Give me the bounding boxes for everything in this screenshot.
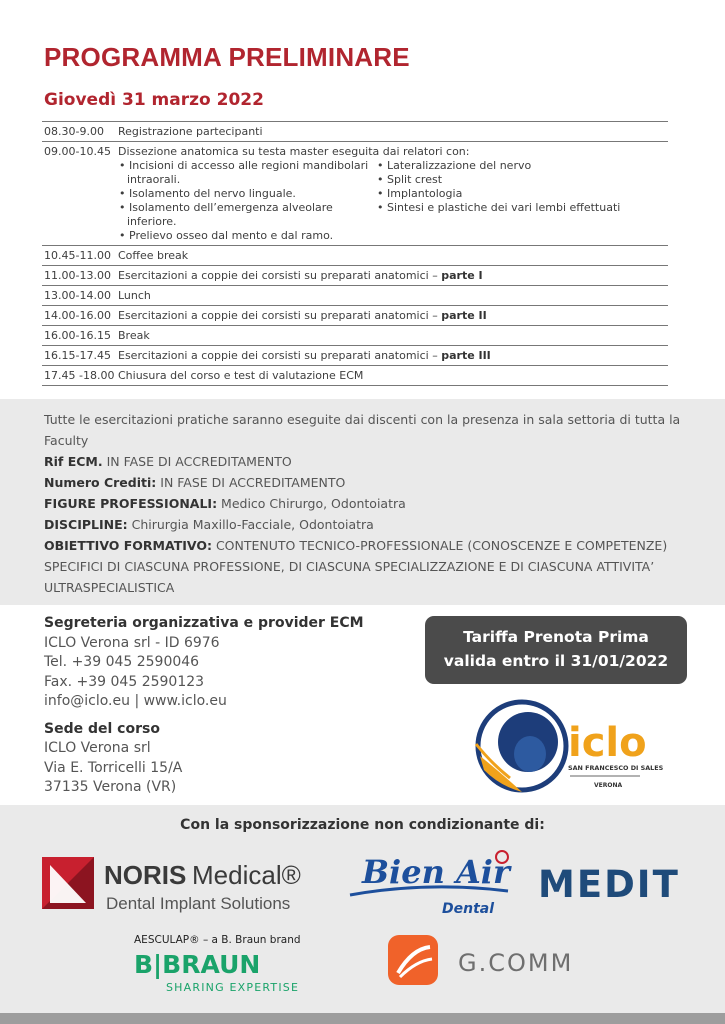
gcomm-logo [386, 933, 626, 989]
discipline: DISCIPLINE: Chirurgia Maxillo-Facciale, Odontoiatra [44, 517, 374, 532]
schedule-row [42, 142, 668, 246]
venue-name: ICLO Verona srl [44, 740, 151, 756]
schedule-row [42, 122, 668, 142]
schedule-row [42, 326, 668, 346]
row-activity: Esercitazioni a coppie dei corsisti su preparati anatomici – parte III [118, 349, 491, 362]
phone-line: Tel. +39 045 2590046 [44, 654, 200, 670]
row-time: 10.45-11.00 [44, 249, 111, 262]
noris-medical-logo [42, 851, 332, 915]
list-item: • Prelievo osseo dal mento e dal ramo. [119, 229, 334, 242]
iclo-logo [470, 694, 664, 804]
part-label: parte II [441, 309, 487, 322]
secretariat-heading: Segreteria organizzativa e provider ECM [44, 615, 364, 631]
row-activity: Chiusura del corso e test di valutazione ECM [118, 369, 364, 382]
venue-street: Via E. Torricelli 15/A [44, 759, 183, 776]
schedule-row [42, 266, 668, 286]
bbraun-brand: B|BRAUN [134, 950, 261, 979]
row-time: 13.00-14.00 [44, 289, 111, 302]
fax-line: Fax. +39 045 2590123 [44, 673, 205, 690]
row-time: 16.15-17.45 [44, 349, 111, 362]
list-item: • Incisioni di accesso alle regioni mandibolari intraorali. [119, 159, 369, 186]
sponsor-section [0, 805, 725, 1013]
event-date: Giovedì 31 marzo 2022 [44, 90, 264, 110]
row-time: 16.00-16.15 [44, 329, 111, 342]
bottom-bar [0, 1013, 725, 1024]
row-activity: Esercitazioni a coppie dei corsisti su preparati anatomici – parte I [118, 269, 483, 282]
venue-heading: Sede del corso [44, 720, 160, 737]
noris-tagline: Dental Implant Solutions [106, 894, 291, 913]
list-item: • Isolamento dell’emergenza alveolare inferiore. [119, 201, 333, 228]
schedule-row [42, 306, 668, 326]
venue-city: 37135 Verona (VR) [44, 779, 177, 795]
tariff-line-2: valida entro il 31/01/2022 [443, 652, 669, 670]
dissection-list-left [118, 159, 376, 243]
obiettivo-formativo: OBIETTIVO FORMATIVO: CONTENUTO TECNICO-PROFESSIONALE (CONOSCENZE E COMPETENZE) SPECIFICI DI CIASCUNA PROFESSIONE, DI CIASCUNA SPECIALIZZAZIONE E DI CIASCUNA ATTIVITA’ ULTRASPECIALISTICA [44, 538, 668, 595]
bienair-name: Bien Air [362, 853, 510, 891]
schedule-row [42, 366, 668, 386]
row-time: 14.00-16.00 [44, 309, 111, 322]
contact-block [44, 614, 364, 798]
row-time: 08.30-9.00 [44, 125, 104, 138]
list-item: • Lateralizzazione del nervo [377, 159, 532, 172]
tariff-badge [425, 616, 687, 684]
list-item: • Sintesi e plastiche dei vari lembi effettuati [377, 201, 621, 214]
dissection-list-right [376, 159, 620, 243]
figure-professionali: FIGURE PROFESSIONALI: Medico Chirurgo, Odontoiatra [44, 496, 406, 511]
row-time: 17.45 -18.00 [44, 369, 115, 382]
row-activity: Coffee break [118, 249, 189, 262]
schedule-table [42, 121, 668, 386]
iclo-logo-sub: SAN FRANCESCO DI SALES [568, 764, 664, 772]
faculty-note: Tutte le esercitazioni pratiche saranno eseguite dai discenti con la presenza in sala settoria di tutta la Faculty [44, 412, 681, 448]
schedule-row [42, 346, 668, 366]
part-label: parte III [441, 349, 491, 362]
bbraun-tagline: SHARING EXPERTISE [166, 981, 300, 994]
gcomm-name: G.COMM [458, 949, 574, 977]
list-item: • Implantologia [377, 187, 463, 200]
row-activity: Esercitazioni a coppie dei corsisti su preparati anatomici – parte II [118, 309, 487, 322]
list-item: • Isolamento del nervo linguale. [119, 187, 296, 200]
tariff-line-1: Tariffa Prenota Prima [463, 628, 649, 646]
row-activity: Registrazione partecipanti [118, 125, 263, 138]
part-label: parte I [441, 269, 483, 282]
schedule-row [42, 286, 668, 306]
row-activity: Dissezione anatomica su testa master eseguita dai relatori con: [118, 145, 470, 158]
row-activity: Lunch [118, 289, 151, 302]
row-time: 09.00-10.45 [44, 145, 111, 158]
noris-medical: Medical® [192, 860, 301, 890]
medit-logo [536, 861, 686, 905]
rif-ecm: Rif ECM. IN FASE DI ACCREDITAMENTO [44, 454, 292, 469]
row-time: 11.00-13.00 [44, 269, 111, 282]
iclo-logo-text: iclo [568, 720, 647, 766]
sponsor-heading: Con la sponsorizzazione non condizionante di: [180, 817, 545, 833]
iclo-logo-city: VERONA [594, 782, 623, 789]
company-line: ICLO Verona srl - ID 6976 [44, 634, 220, 651]
aesculap-line: AESCULAP® – a B. Braun brand [134, 934, 301, 946]
row-activity: Break [118, 329, 150, 342]
info-section [0, 399, 725, 605]
email-web-line[interactable]: info@iclo.eu | www.iclo.eu [44, 693, 227, 709]
bbraun-logo [132, 931, 318, 997]
noris-name: NORIS [104, 860, 187, 890]
bienair-sub: Dental [442, 901, 495, 917]
medit-name: MEDIT [538, 863, 680, 906]
bienair-logo [348, 847, 514, 919]
page-title: PROGRAMMA PRELIMINARE [44, 42, 410, 72]
numero-crediti: Numero Crediti: IN FASE DI ACCREDITAMENTO [44, 475, 346, 490]
list-item: • Split crest [377, 173, 443, 186]
schedule-row [42, 246, 668, 266]
